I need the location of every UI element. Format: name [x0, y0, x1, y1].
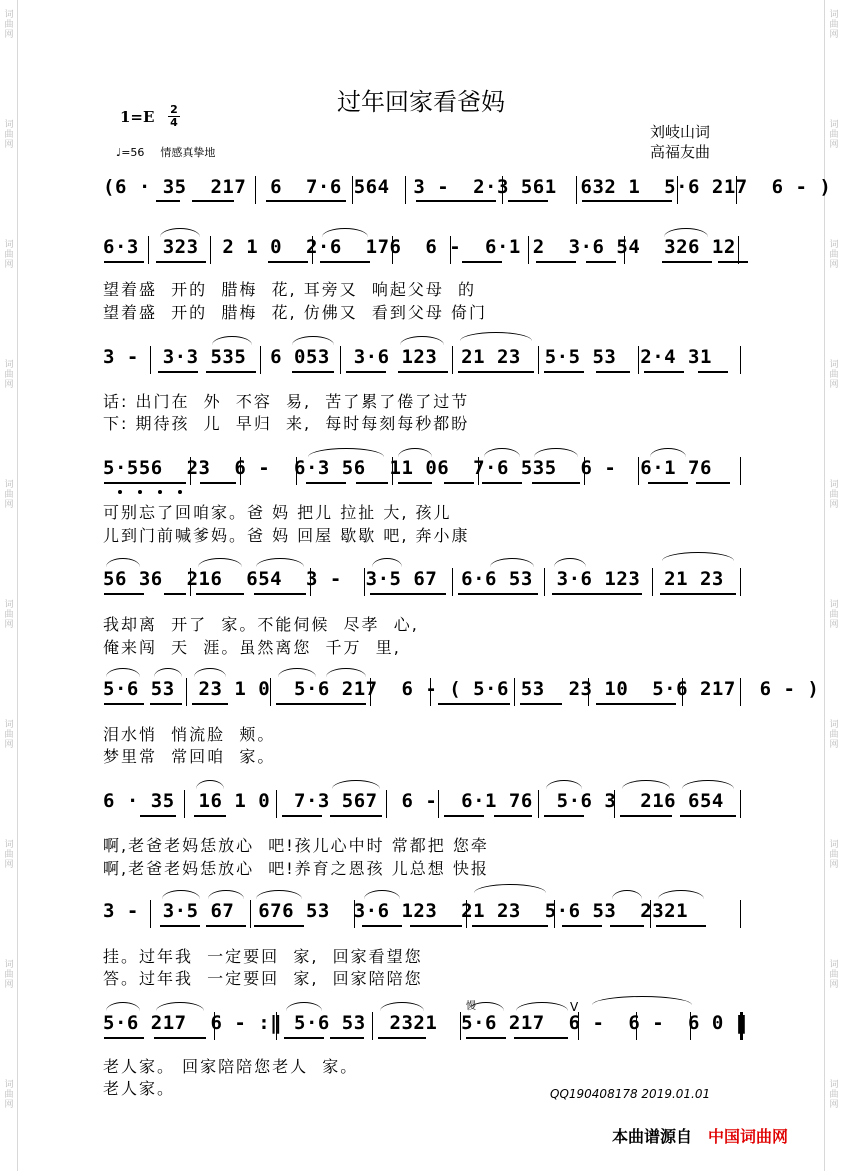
beam — [104, 482, 186, 484]
beam — [160, 925, 200, 927]
bar-line — [740, 900, 741, 928]
slur — [154, 668, 182, 677]
slur — [106, 668, 140, 677]
lyrics-verse1: 望着盛 开的 腊梅 花, 耳旁又 响起父母 的 — [103, 280, 477, 299]
slur — [622, 780, 670, 789]
lyrics-verse2: 答。过年我 一定要回 家, 回家陪陪您 — [103, 969, 423, 988]
left-watermark-strip — [0, 0, 18, 1171]
bar-line — [682, 678, 683, 706]
tie — [592, 996, 692, 1005]
bar-line — [186, 678, 187, 706]
beam — [156, 261, 206, 263]
low-octave-dot — [178, 490, 182, 494]
slur — [332, 780, 380, 789]
slur — [364, 890, 400, 899]
tempo-value: ♩=56 — [116, 146, 145, 159]
expression-marking: 情感真挚地 — [160, 146, 216, 159]
bar-line — [677, 176, 678, 204]
slur — [484, 448, 520, 457]
beam — [438, 703, 510, 705]
slur — [194, 668, 226, 677]
slur — [156, 1002, 204, 1011]
watermark: 词 曲 网 — [4, 960, 14, 990]
breath-mark: V — [570, 1000, 579, 1014]
slur — [554, 558, 586, 567]
slur — [162, 890, 200, 899]
bar-line — [430, 678, 431, 706]
beam — [356, 482, 388, 484]
watermark: 词 曲 网 — [829, 1080, 839, 1110]
slur — [460, 332, 532, 341]
beam — [276, 703, 366, 705]
lyrics-verse1: 可别忘了回咱家。爸 妈 把儿 拉扯 大, 孩儿 — [103, 503, 452, 522]
beam — [508, 200, 548, 202]
beam — [156, 200, 180, 202]
beam — [656, 925, 706, 927]
beam — [662, 261, 712, 263]
beam — [164, 593, 186, 595]
beam — [718, 261, 748, 263]
beam — [282, 815, 322, 817]
slur — [372, 558, 402, 567]
bar-line — [588, 678, 589, 706]
slur — [468, 1002, 504, 1011]
tempo-slow-mark: 慢 — [466, 1001, 476, 1012]
beam — [660, 593, 736, 595]
bar-line — [636, 1012, 637, 1040]
bar-line — [584, 457, 585, 485]
notation-line-4: 5·556 23 6 - 6·3 56 11 06 7·6 535 6 - 6·1 76 — [103, 457, 712, 479]
watermark: 词 曲 网 — [829, 720, 839, 750]
bar-line — [578, 1012, 579, 1040]
lyrics-verse2: 梦里常 常回咱 家。 — [103, 747, 276, 766]
bar-line — [554, 900, 555, 928]
slur — [474, 884, 546, 893]
slur — [400, 336, 444, 345]
slur — [208, 890, 244, 899]
beam — [644, 371, 684, 373]
bar-line — [184, 790, 185, 818]
beam — [596, 371, 630, 373]
beam — [206, 371, 256, 373]
beam — [582, 200, 672, 202]
bar-line — [438, 790, 439, 818]
low-octave-dot — [138, 490, 142, 494]
low-octave-dot — [158, 490, 162, 494]
slur — [212, 336, 252, 345]
beam — [536, 261, 576, 263]
bar-line — [340, 346, 341, 374]
slur — [106, 558, 140, 567]
notation-line-1: (6 · 35 217 6 7·6 564 3 - 2·3 561 632 1 5·6 217 6 - ) — [103, 176, 832, 198]
lyrics-verse1: 挂。过年我 一定要回 家, 回家看望您 — [103, 947, 423, 966]
beam — [206, 925, 246, 927]
beam — [472, 925, 548, 927]
beam — [698, 371, 728, 373]
beam — [104, 703, 144, 705]
beam — [378, 1037, 426, 1039]
watermark: 词 曲 网 — [829, 360, 839, 390]
bar-line — [650, 900, 651, 928]
beam — [494, 815, 532, 817]
beam — [462, 261, 502, 263]
slur — [256, 558, 304, 567]
slur — [546, 780, 582, 789]
slur — [292, 336, 334, 345]
bar-line — [738, 236, 739, 264]
beam — [410, 925, 462, 927]
bar-line — [736, 176, 737, 204]
beam — [520, 703, 562, 705]
beam — [306, 482, 346, 484]
tempo-marking — [116, 144, 215, 160]
bar-line — [405, 176, 406, 204]
source-label: 本曲谱源自 — [612, 1127, 693, 1146]
slur — [658, 890, 704, 899]
watermark: 词 曲 网 — [829, 960, 839, 990]
slur — [256, 890, 302, 899]
beam — [346, 371, 386, 373]
bar-line — [652, 568, 653, 596]
beam — [482, 482, 522, 484]
notation-line-8: 3 - 3·5 67 676 53 3·6 123 21 23 5·6 53 2321 — [103, 900, 689, 922]
lyrics-verse1: 啊,老爸老妈恁放心 吧!孩儿心中时 常都把 您牵 — [103, 836, 489, 855]
slur — [490, 558, 534, 567]
lyrics-verse2: 啊,老爸老妈恁放心 吧!养育之恩孩 儿总想 快报 — [103, 859, 489, 878]
bar-line — [538, 346, 539, 374]
lyrics-verse1: 话: 出门在 外 不容 易, 苦了累了倦了过节 — [103, 392, 470, 411]
song-title: 过年回家看爸妈 — [337, 88, 505, 116]
beam — [150, 703, 182, 705]
bar-line — [538, 790, 539, 818]
beam — [458, 593, 538, 595]
beam — [398, 371, 448, 373]
beam — [620, 815, 672, 817]
lyrics-verse2: 俺来闯 天 涯。虽然离您 千万 里, — [103, 638, 401, 657]
bar-line — [255, 176, 256, 204]
beam — [362, 925, 402, 927]
beam — [194, 815, 226, 817]
bar-line — [150, 900, 151, 928]
bar-line — [740, 678, 741, 706]
slur — [326, 668, 366, 677]
beam — [544, 815, 584, 817]
slur — [650, 448, 686, 457]
slur — [534, 448, 578, 457]
bar-line — [452, 346, 453, 374]
watermark: 词 曲 网 — [4, 720, 14, 750]
bar-line — [638, 457, 639, 485]
bar-line — [190, 457, 191, 485]
bar-line — [354, 900, 355, 928]
slur — [278, 668, 316, 677]
watermark: 词 曲 网 — [4, 360, 14, 390]
beam — [104, 593, 144, 595]
beam — [284, 1037, 324, 1039]
watermark: 词 曲 网 — [829, 240, 839, 270]
watermark: 词 曲 网 — [4, 1080, 14, 1110]
final-bar-line — [740, 1012, 743, 1040]
beam — [200, 482, 236, 484]
slur — [106, 1002, 140, 1011]
bar-line — [544, 568, 545, 596]
watermark: 词 曲 网 — [4, 10, 14, 40]
bar-line — [392, 236, 393, 264]
beam — [648, 482, 688, 484]
bar-line — [690, 1012, 691, 1040]
notation-line-6: 5·6 53 23 1 0 5·6 217 6 - ( 5·6 53 23 10 5·6 217 6 - ) — [103, 678, 820, 700]
beam — [196, 593, 244, 595]
bar-line — [364, 568, 365, 596]
contact-and-date: QQ190408178 2019.01.01 — [550, 1087, 711, 1101]
watermark: 词 曲 网 — [829, 480, 839, 510]
watermark: 词 曲 网 — [4, 840, 14, 870]
bar-line — [240, 457, 241, 485]
beam — [680, 815, 736, 817]
beam — [596, 703, 676, 705]
watermark: 词 曲 网 — [829, 10, 839, 40]
bar-line — [210, 236, 211, 264]
slur — [308, 448, 384, 457]
watermark: 词 曲 网 — [829, 120, 839, 150]
beam — [330, 815, 382, 817]
beam — [154, 1037, 206, 1039]
watermark: 词 曲 网 — [4, 120, 14, 150]
bar-line — [260, 346, 261, 374]
beam — [292, 371, 334, 373]
bar-line — [514, 678, 515, 706]
beam — [552, 593, 642, 595]
bar-line — [190, 568, 191, 596]
bar-line — [370, 678, 371, 706]
slur — [380, 1002, 424, 1011]
beam — [416, 200, 496, 202]
lyrics-verse2: 望着盛 开的 腊梅 花, 仿佛又 看到父母 倚门 — [103, 303, 487, 322]
site-name-link[interactable]: 中国词曲网 — [708, 1127, 789, 1146]
meter-top: 2 — [168, 104, 180, 117]
bar-line — [460, 1012, 461, 1040]
slur — [322, 228, 368, 237]
slur — [286, 1002, 322, 1011]
beam — [104, 261, 144, 263]
beam — [266, 200, 346, 202]
source-credit — [612, 1124, 788, 1147]
beam — [398, 482, 432, 484]
beam — [104, 1037, 144, 1039]
beam — [158, 371, 198, 373]
bar-line — [638, 346, 639, 374]
bar-line — [296, 457, 297, 485]
watermark: 词 曲 网 — [4, 600, 14, 630]
bar-line — [148, 236, 149, 264]
bar-line — [386, 790, 387, 818]
lyricist-credit: 刘岐山词 — [650, 123, 711, 141]
beam — [466, 1037, 506, 1039]
watermark: 词 曲 网 — [4, 240, 14, 270]
slur — [612, 890, 642, 899]
lyrics-verse1: 我却离 开了 家。不能伺候 尽孝 心, — [103, 615, 419, 634]
bar-line — [392, 457, 393, 485]
bar-line — [450, 236, 451, 264]
slur — [516, 1002, 568, 1011]
beam — [586, 261, 616, 263]
beam — [444, 815, 484, 817]
composer-credit: 高福友曲 — [650, 143, 711, 161]
beam — [268, 261, 308, 263]
bar-line — [214, 1012, 215, 1040]
beam — [140, 815, 176, 817]
lyrics-verse2: 老人家。 — [103, 1079, 176, 1098]
lyrics-verse1: 老人家。 回家陪陪您老人 家。 — [103, 1057, 359, 1076]
bar-line — [502, 176, 503, 204]
lyrics-verse2: 下: 期待孩 儿 早归 来, 每时每刻每秒都盼 — [103, 414, 470, 433]
notation-line-9: 5·6 217 6 - :‖ 5·6 53 2321 5·6 217 6 - 6 - 6 0 ‖ — [103, 1012, 748, 1034]
beam — [370, 593, 446, 595]
beam — [532, 482, 580, 484]
bar-line — [372, 1012, 373, 1040]
bar-line — [624, 236, 625, 264]
key-signature: 1=E — [120, 108, 155, 126]
notation-line-7: 6 · 35 16 1 0 7·3 567 6 - 6·1 76 5·6 3 216 654 — [103, 790, 724, 812]
beam — [458, 371, 534, 373]
time-signature — [168, 104, 180, 129]
bar-line — [270, 678, 271, 706]
bar-line — [478, 457, 479, 485]
bar-line — [452, 568, 453, 596]
bar-line — [310, 568, 311, 596]
slur — [664, 228, 708, 237]
watermark: 词 曲 网 — [4, 480, 14, 510]
slur — [398, 448, 432, 457]
bar-line — [352, 176, 353, 204]
bar-line — [276, 790, 277, 818]
beam — [514, 1037, 568, 1039]
notation-line-3: 3 - 3·3 535 6 053 3·6 123 21 23 5·5 53 2·4 31 — [103, 346, 712, 368]
bar-line — [740, 790, 741, 818]
bar-line — [740, 457, 741, 485]
bar-line — [576, 176, 577, 204]
beam — [254, 593, 306, 595]
beam — [192, 703, 228, 705]
beam — [254, 925, 304, 927]
bar-line — [250, 900, 251, 928]
beam — [330, 1037, 364, 1039]
beam — [192, 200, 234, 202]
bar-line — [528, 236, 529, 264]
slur — [682, 780, 734, 789]
watermark: 词 曲 网 — [829, 840, 839, 870]
bar-line — [312, 236, 313, 264]
bar-line — [150, 346, 151, 374]
beam — [444, 482, 474, 484]
watermark: 词 曲 网 — [829, 600, 839, 630]
bar-line — [740, 346, 741, 374]
slur — [662, 552, 734, 561]
bar-line — [740, 568, 741, 596]
beam — [562, 925, 602, 927]
bar-line — [614, 790, 615, 818]
lyrics-verse1: 泪水悄 悄流脸 颊。 — [103, 725, 276, 744]
low-octave-dot — [118, 490, 122, 494]
notation-line-5: 56 36 216 654 3 - 3·5 67 6·6 53 3·6 123 21 23 — [103, 568, 724, 590]
beam — [320, 261, 370, 263]
beam — [696, 482, 730, 484]
slur — [196, 780, 224, 789]
beam — [610, 925, 644, 927]
meter-bottom: 4 — [170, 116, 178, 129]
beam — [544, 371, 584, 373]
notation-line-2: 6·3 323 2 1 0 2·6 176 6 - 6·1 2 3·6 54 326 12 — [103, 236, 736, 258]
bar-line — [466, 900, 467, 928]
slur — [198, 558, 242, 567]
lyrics-verse2: 儿到门前喊爹妈。爸 妈 回屋 歇歇 吧, 奔小康 — [103, 526, 470, 545]
slur — [160, 228, 200, 237]
repeat-bar-line — [276, 1012, 277, 1040]
